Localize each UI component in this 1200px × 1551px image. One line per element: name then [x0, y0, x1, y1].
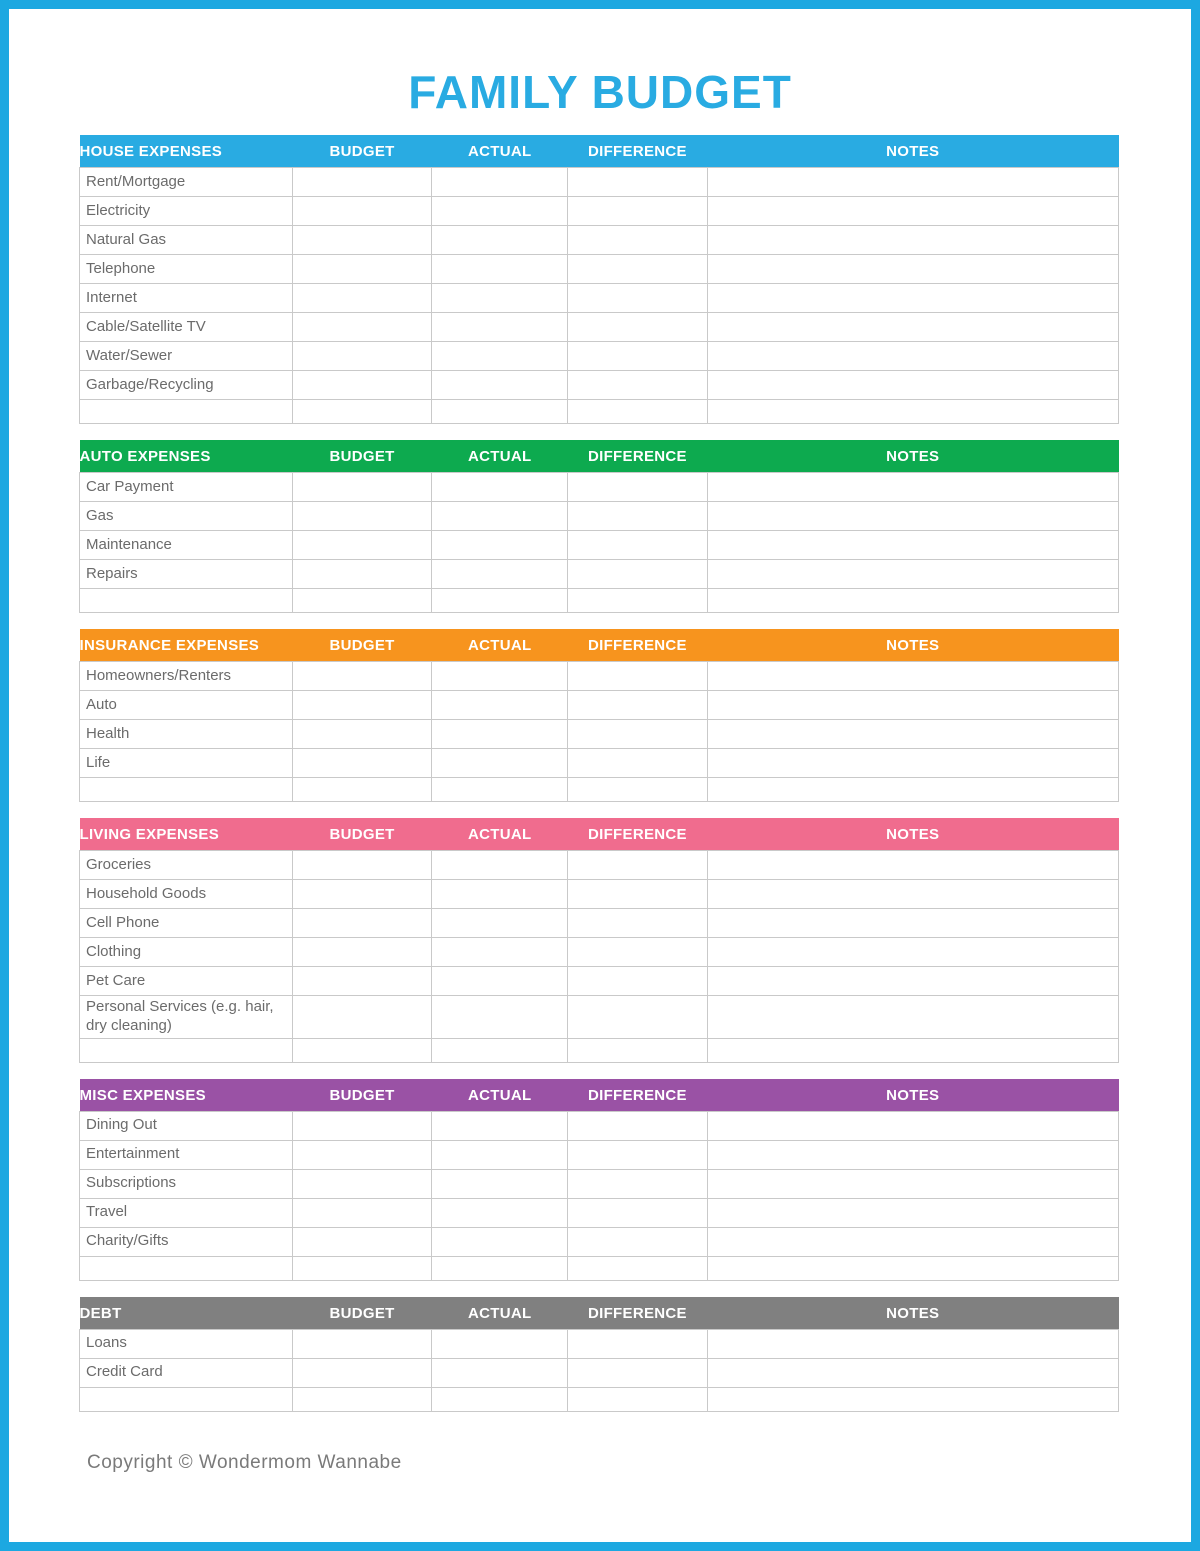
actual-cell [432, 662, 568, 691]
actual-cell [432, 1111, 568, 1140]
table-row [80, 197, 1119, 226]
table-row [80, 1329, 1119, 1358]
row-label: Maintenance [80, 531, 293, 560]
actual-cell [432, 1387, 568, 1411]
table-row [80, 1169, 1119, 1198]
row-label: Loans [80, 1329, 293, 1358]
section-title: AUTO EXPENSES [80, 440, 293, 473]
row-label [80, 1387, 293, 1411]
row-label: Personal Services (e.g. hair, dry cleaning) [80, 996, 293, 1039]
budget-cell [292, 560, 431, 589]
row-label: Charity/Gifts [80, 1227, 293, 1256]
difference-cell [568, 1358, 707, 1387]
difference-cell [568, 371, 707, 400]
difference-cell [568, 720, 707, 749]
difference-cell [568, 1227, 707, 1256]
row-label: Cell Phone [80, 909, 293, 938]
row-label: Travel [80, 1198, 293, 1227]
actual-cell [432, 720, 568, 749]
notes-cell [707, 1198, 1118, 1227]
difference-cell [568, 531, 707, 560]
difference-cell [568, 1198, 707, 1227]
notes-cell [707, 1169, 1118, 1198]
notes-cell [707, 531, 1118, 560]
table-row [80, 502, 1119, 531]
notes-cell [707, 400, 1118, 424]
budget-cell [292, 851, 431, 880]
row-label: Groceries [80, 851, 293, 880]
section-table-living-expenses [79, 818, 1119, 1063]
section-header-row [80, 1079, 1119, 1112]
section-title: DEBT [80, 1297, 293, 1330]
difference-cell [568, 342, 707, 371]
actual-cell [432, 967, 568, 996]
table-row [80, 531, 1119, 560]
row-label: Household Goods [80, 880, 293, 909]
notes-cell [707, 1387, 1118, 1411]
notes-cell [707, 778, 1118, 802]
column-header-actual: ACTUAL [432, 1079, 568, 1112]
difference-cell [568, 1329, 707, 1358]
notes-cell [707, 313, 1118, 342]
actual-cell [432, 938, 568, 967]
table-row [80, 1256, 1119, 1280]
actual-cell [432, 996, 568, 1039]
column-header-budget: BUDGET [292, 440, 431, 473]
table-row [80, 255, 1119, 284]
notes-cell [707, 168, 1118, 197]
notes-cell [707, 284, 1118, 313]
budget-cell [292, 749, 431, 778]
table-row [80, 342, 1119, 371]
actual-cell [432, 1169, 568, 1198]
difference-cell [568, 1387, 707, 1411]
table-row [80, 1140, 1119, 1169]
notes-cell [707, 909, 1118, 938]
section-table-house-expenses [79, 135, 1119, 424]
section-header-row [80, 440, 1119, 473]
actual-cell [432, 1329, 568, 1358]
budget-cell [292, 400, 431, 424]
actual-cell [432, 1038, 568, 1062]
actual-cell [432, 313, 568, 342]
notes-cell [707, 1256, 1118, 1280]
notes-cell [707, 880, 1118, 909]
row-label [80, 1256, 293, 1280]
column-header-actual: ACTUAL [432, 629, 568, 662]
difference-cell [568, 880, 707, 909]
budget-cell [292, 880, 431, 909]
table-row [80, 691, 1119, 720]
table-row [80, 880, 1119, 909]
row-label: Cable/Satellite TV [80, 313, 293, 342]
notes-cell [707, 473, 1118, 502]
notes-cell [707, 1227, 1118, 1256]
section-title: MISC EXPENSES [80, 1079, 293, 1112]
column-header-difference: DIFFERENCE [568, 629, 707, 662]
actual-cell [432, 168, 568, 197]
table-row [80, 851, 1119, 880]
row-label: Dining Out [80, 1111, 293, 1140]
column-header-notes: NOTES [707, 440, 1118, 473]
budget-cell [292, 778, 431, 802]
section-title: INSURANCE EXPENSES [80, 629, 293, 662]
actual-cell [432, 226, 568, 255]
difference-cell [568, 938, 707, 967]
column-header-notes: NOTES [707, 135, 1118, 168]
difference-cell [568, 749, 707, 778]
actual-cell [432, 1358, 568, 1387]
notes-cell [707, 560, 1118, 589]
difference-cell [568, 996, 707, 1039]
difference-cell [568, 851, 707, 880]
notes-cell [707, 749, 1118, 778]
difference-cell [568, 226, 707, 255]
notes-cell [707, 996, 1118, 1039]
table-row [80, 1358, 1119, 1387]
budget-cell [292, 662, 431, 691]
row-label: Water/Sewer [80, 342, 293, 371]
difference-cell [568, 1256, 707, 1280]
table-row [80, 1387, 1119, 1411]
difference-cell [568, 255, 707, 284]
budget-cell [292, 342, 431, 371]
actual-cell [432, 531, 568, 560]
table-row [80, 284, 1119, 313]
table-row [80, 1227, 1119, 1256]
row-label: Internet [80, 284, 293, 313]
budget-cell [292, 502, 431, 531]
section-header-row [80, 135, 1119, 168]
actual-cell [432, 691, 568, 720]
section-table-misc-expenses [79, 1079, 1119, 1281]
difference-cell [568, 197, 707, 226]
column-header-difference: DIFFERENCE [568, 1079, 707, 1112]
column-header-budget: BUDGET [292, 1079, 431, 1112]
row-label: Natural Gas [80, 226, 293, 255]
budget-cell [292, 1227, 431, 1256]
row-label: Auto [80, 691, 293, 720]
column-header-notes: NOTES [707, 1079, 1118, 1112]
difference-cell [568, 1169, 707, 1198]
actual-cell [432, 400, 568, 424]
table-row [80, 560, 1119, 589]
budget-cell [292, 473, 431, 502]
table-row [80, 662, 1119, 691]
budget-cell [292, 313, 431, 342]
budget-cell [292, 197, 431, 226]
budget-cell [292, 1111, 431, 1140]
column-header-difference: DIFFERENCE [568, 1297, 707, 1330]
budget-cell [292, 226, 431, 255]
actual-cell [432, 1227, 568, 1256]
table-row [80, 967, 1119, 996]
row-label: Electricity [80, 197, 293, 226]
table-row [80, 996, 1119, 1039]
table-row [80, 400, 1119, 424]
budget-cell [292, 1198, 431, 1227]
difference-cell [568, 400, 707, 424]
notes-cell [707, 255, 1118, 284]
actual-cell [432, 1256, 568, 1280]
row-label: Garbage/Recycling [80, 371, 293, 400]
section-table-debt [79, 1297, 1119, 1412]
row-label: Credit Card [80, 1358, 293, 1387]
notes-cell [707, 342, 1118, 371]
actual-cell [432, 371, 568, 400]
column-header-actual: ACTUAL [432, 1297, 568, 1330]
difference-cell [568, 284, 707, 313]
column-header-notes: NOTES [707, 818, 1118, 851]
actual-cell [432, 473, 568, 502]
table-row [80, 720, 1119, 749]
notes-cell [707, 1140, 1118, 1169]
notes-cell [707, 1111, 1118, 1140]
budget-cell [292, 909, 431, 938]
difference-cell [568, 967, 707, 996]
column-header-actual: ACTUAL [432, 440, 568, 473]
budget-cell [292, 1329, 431, 1358]
section-title: LIVING EXPENSES [80, 818, 293, 851]
table-row [80, 1038, 1119, 1062]
row-label: Telephone [80, 255, 293, 284]
notes-cell [707, 967, 1118, 996]
difference-cell [568, 560, 707, 589]
budget-cell [292, 938, 431, 967]
actual-cell [432, 778, 568, 802]
budget-sections [9, 135, 1191, 1412]
budget-cell [292, 589, 431, 613]
table-row [80, 1198, 1119, 1227]
column-header-actual: ACTUAL [432, 818, 568, 851]
row-label: Repairs [80, 560, 293, 589]
actual-cell [432, 560, 568, 589]
section-header-row [80, 1297, 1119, 1330]
table-row [80, 226, 1119, 255]
table-row [80, 168, 1119, 197]
page-title: FAMILY BUDGET [408, 66, 792, 118]
difference-cell [568, 1140, 707, 1169]
actual-cell [432, 502, 568, 531]
row-label: Entertainment [80, 1140, 293, 1169]
row-label: Rent/Mortgage [80, 168, 293, 197]
actual-cell [432, 255, 568, 284]
notes-cell [707, 720, 1118, 749]
notes-cell [707, 1038, 1118, 1062]
notes-cell [707, 1358, 1118, 1387]
notes-cell [707, 1329, 1118, 1358]
budget-cell [292, 255, 431, 284]
notes-cell [707, 371, 1118, 400]
actual-cell [432, 197, 568, 226]
actual-cell [432, 342, 568, 371]
row-label: Homeowners/Renters [80, 662, 293, 691]
row-label: Health [80, 720, 293, 749]
section-title: HOUSE EXPENSES [80, 135, 293, 168]
table-row [80, 371, 1119, 400]
budget-cell [292, 371, 431, 400]
difference-cell [568, 662, 707, 691]
column-header-budget: BUDGET [292, 818, 431, 851]
column-header-difference: DIFFERENCE [568, 135, 707, 168]
notes-cell [707, 938, 1118, 967]
table-row [80, 473, 1119, 502]
notes-cell [707, 662, 1118, 691]
section-table-insurance-expenses [79, 629, 1119, 802]
row-label [80, 589, 293, 613]
table-row [80, 313, 1119, 342]
actual-cell [432, 909, 568, 938]
table-row [80, 1111, 1119, 1140]
budget-cell [292, 967, 431, 996]
difference-cell [568, 502, 707, 531]
row-label [80, 400, 293, 424]
section-header-row [80, 629, 1119, 662]
actual-cell [432, 1198, 568, 1227]
difference-cell [568, 691, 707, 720]
difference-cell [568, 473, 707, 502]
table-row [80, 778, 1119, 802]
budget-cell [292, 691, 431, 720]
difference-cell [568, 168, 707, 197]
actual-cell [432, 1140, 568, 1169]
row-label: Subscriptions [80, 1169, 293, 1198]
row-label: Pet Care [80, 967, 293, 996]
section-header-row [80, 818, 1119, 851]
budget-cell [292, 1038, 431, 1062]
table-row [80, 749, 1119, 778]
column-header-actual: ACTUAL [432, 135, 568, 168]
budget-cell [292, 531, 431, 560]
budget-cell [292, 1387, 431, 1411]
budget-cell [292, 1256, 431, 1280]
row-label [80, 778, 293, 802]
difference-cell [568, 313, 707, 342]
column-header-budget: BUDGET [292, 629, 431, 662]
budget-cell [292, 284, 431, 313]
notes-cell [707, 589, 1118, 613]
table-row [80, 938, 1119, 967]
column-header-difference: DIFFERENCE [568, 818, 707, 851]
notes-cell [707, 691, 1118, 720]
copyright-text: Copyright © Wondermom Wannabe [87, 1451, 402, 1473]
budget-cell [292, 720, 431, 749]
actual-cell [432, 851, 568, 880]
column-header-budget: BUDGET [292, 1297, 431, 1330]
actual-cell [432, 284, 568, 313]
column-header-difference: DIFFERENCE [568, 440, 707, 473]
difference-cell [568, 1111, 707, 1140]
budget-cell [292, 996, 431, 1039]
actual-cell [432, 749, 568, 778]
budget-cell [292, 1140, 431, 1169]
row-label: Clothing [80, 938, 293, 967]
difference-cell [568, 778, 707, 802]
row-label: Life [80, 749, 293, 778]
column-header-budget: BUDGET [292, 135, 431, 168]
notes-cell [707, 197, 1118, 226]
actual-cell [432, 880, 568, 909]
difference-cell [568, 1038, 707, 1062]
budget-cell [292, 1169, 431, 1198]
notes-cell [707, 226, 1118, 255]
notes-cell [707, 851, 1118, 880]
difference-cell [568, 589, 707, 613]
row-label: Car Payment [80, 473, 293, 502]
table-row [80, 909, 1119, 938]
row-label: Gas [80, 502, 293, 531]
notes-cell [707, 502, 1118, 531]
table-row [80, 589, 1119, 613]
column-header-notes: NOTES [707, 1297, 1118, 1330]
difference-cell [568, 909, 707, 938]
actual-cell [432, 589, 568, 613]
row-label [80, 1038, 293, 1062]
budget-cell [292, 1358, 431, 1387]
budget-cell [292, 168, 431, 197]
section-table-auto-expenses [79, 440, 1119, 613]
column-header-notes: NOTES [707, 629, 1118, 662]
